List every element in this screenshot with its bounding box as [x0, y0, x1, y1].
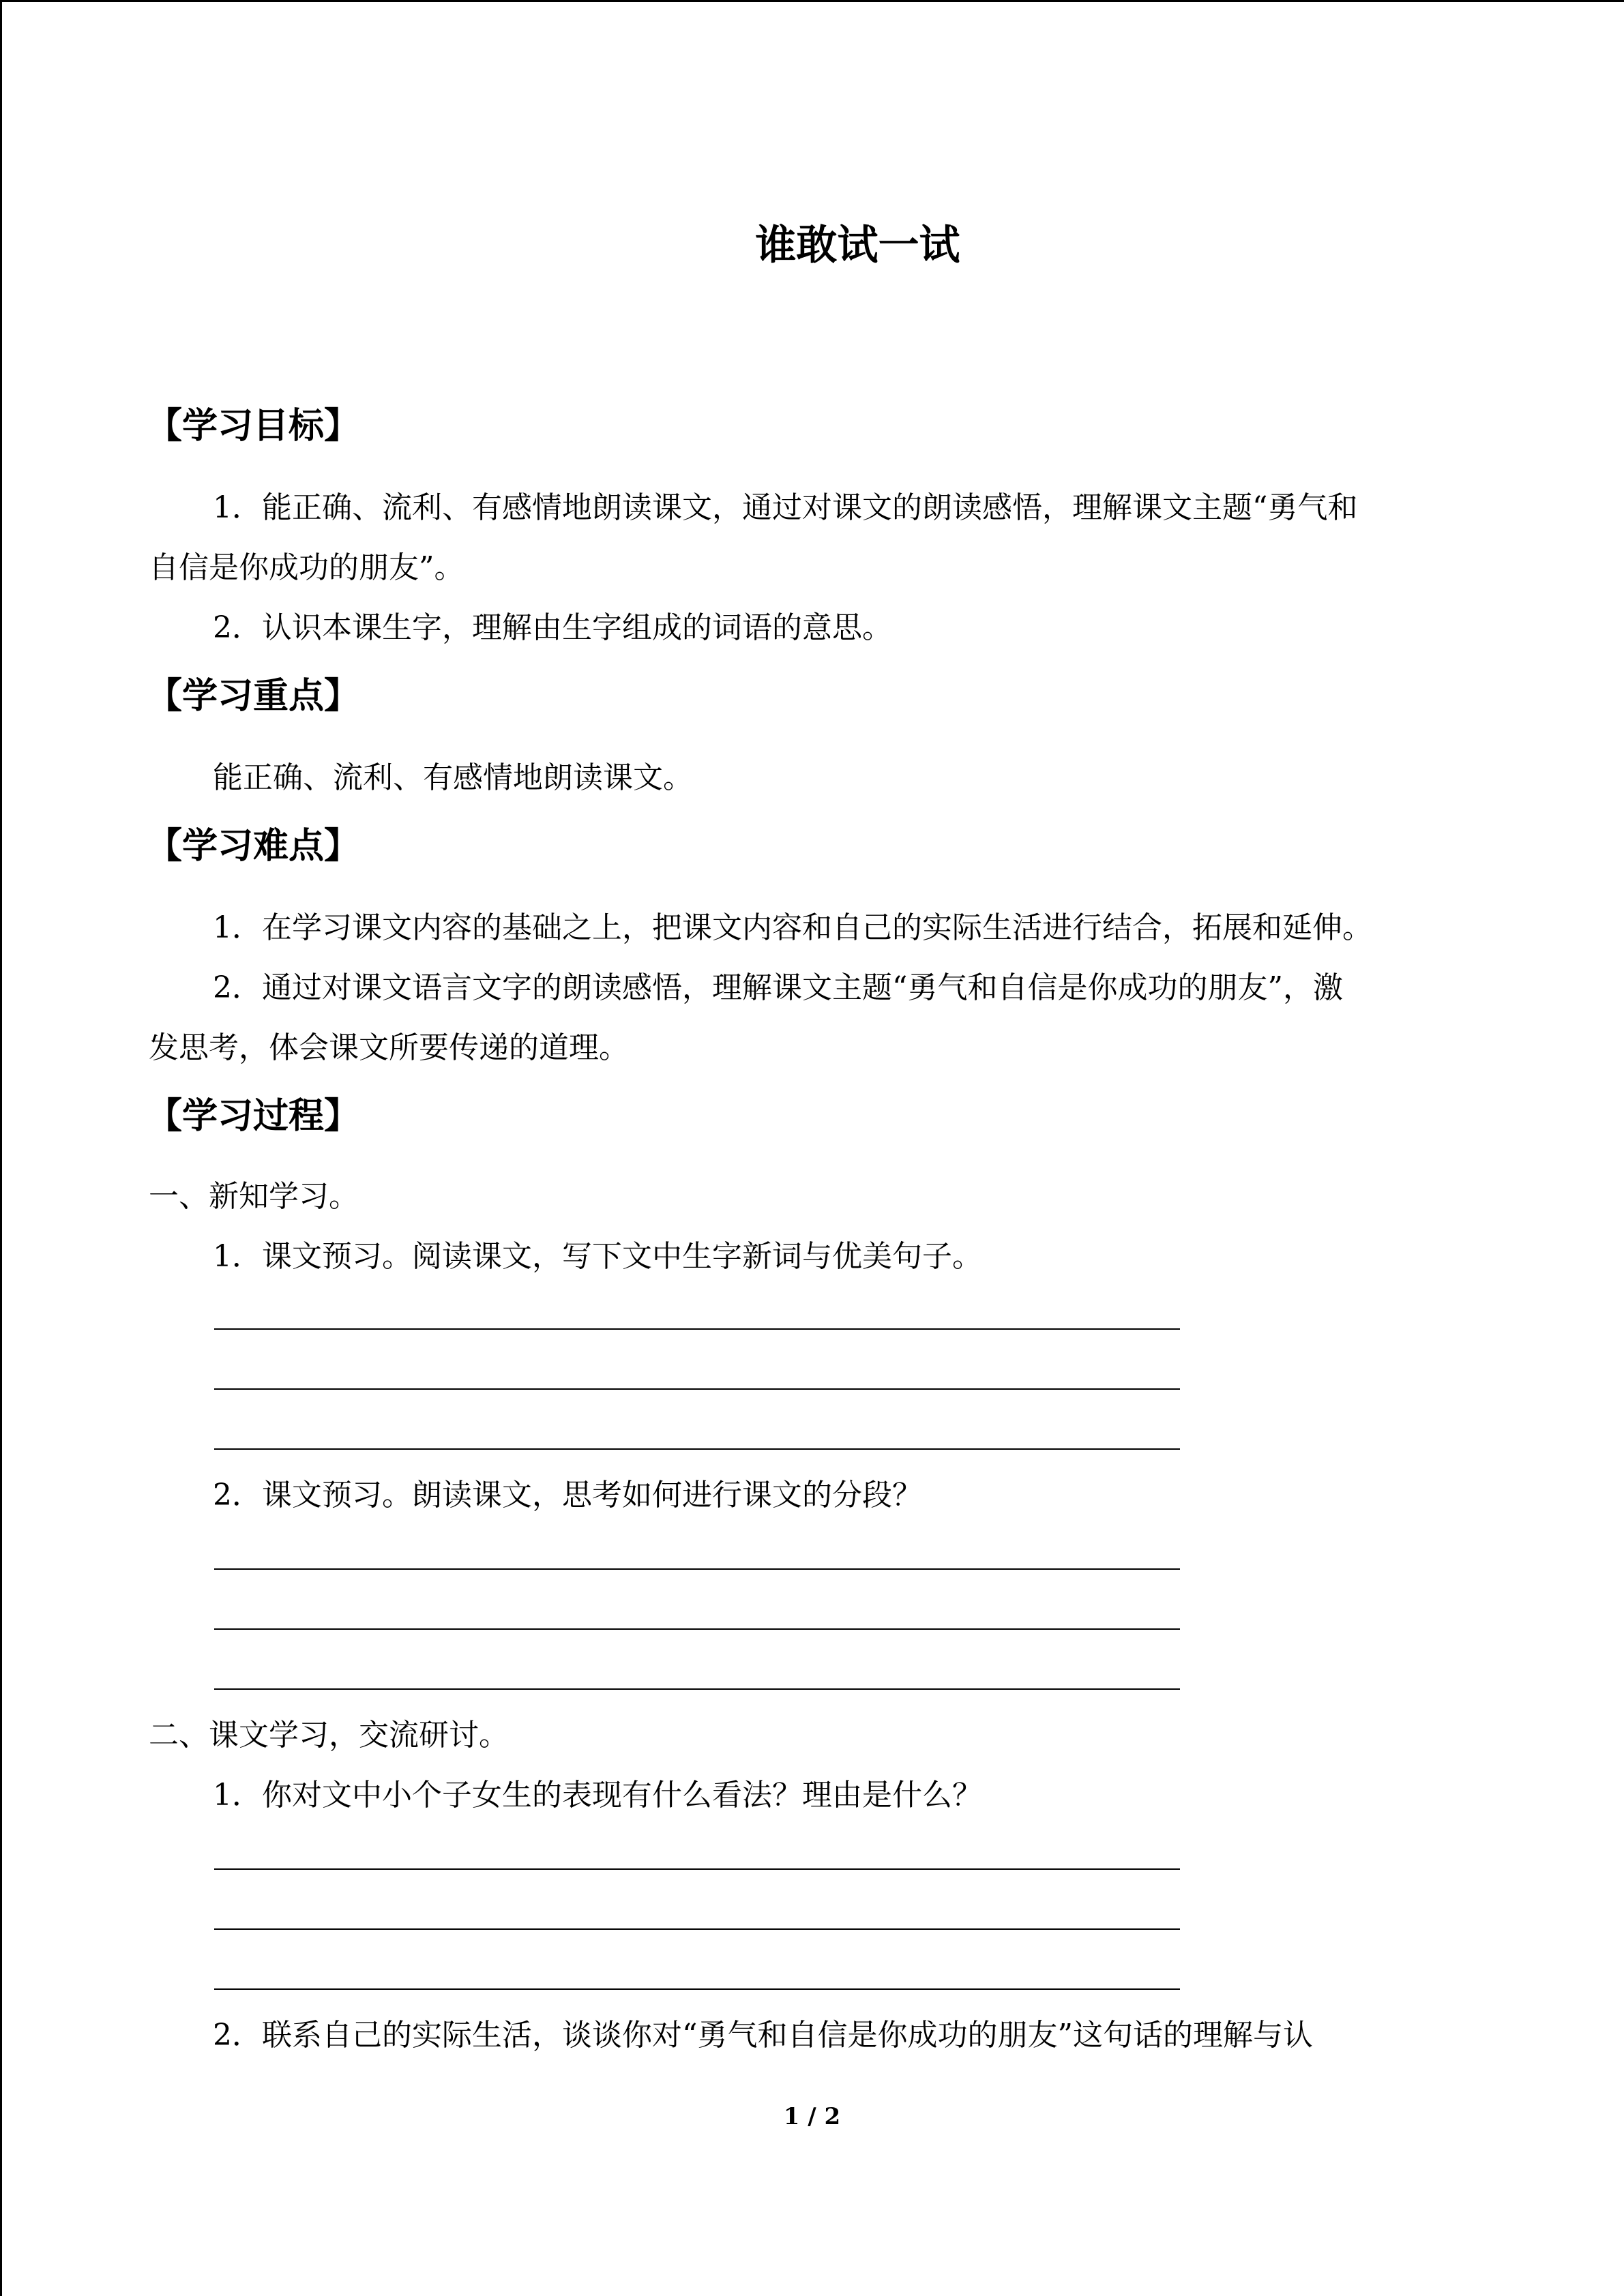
- difficulty-1: 1．在学习课文内容的基础之上，把课文内容和自己的实际生活进行结合，拓展和延伸。: [213, 910, 1372, 945]
- part-1-title: 一、新知学习。: [149, 1179, 359, 1214]
- page-number: 1 / 2: [783, 2103, 841, 2130]
- objective-2: 2．认识本课生字，理解由生字组成的词语的意思。: [213, 610, 892, 645]
- objective-1-line-1: 1．能正确、流利、有感情地朗读课文，通过对课文的朗读感悟，理解课文主题“勇气和: [213, 490, 1358, 525]
- page-border-top: [0, 0, 1624, 2]
- answer-line[interactable]: [214, 1928, 1180, 1930]
- answer-line[interactable]: [214, 1568, 1180, 1570]
- difficulty-2-line-2: 发思考，体会课文所要传递的道理。: [149, 1030, 629, 1065]
- answer-line[interactable]: [214, 1388, 1180, 1390]
- answer-line[interactable]: [214, 1328, 1180, 1330]
- page-title: 谁敢试一试: [755, 222, 960, 269]
- answer-line[interactable]: [214, 1688, 1180, 1690]
- difficulties-heading: 【学习难点】: [147, 826, 360, 867]
- part-2-question-2: 2．联系自己的实际生活，谈谈你对“勇气和自信是你成功的朋友”这句话的理解与认: [213, 2018, 1313, 2053]
- part-1-question-1: 1．课文预习。阅读课文，写下文中生字新词与优美句子。: [213, 1239, 982, 1274]
- answer-line[interactable]: [214, 1628, 1180, 1630]
- answer-line[interactable]: [214, 1868, 1180, 1870]
- difficulty-2-line-1: 2．通过对课文语言文字的朗读感悟，理解课文主题“勇气和自信是你成功的朋友”，激: [213, 970, 1343, 1005]
- answer-line[interactable]: [214, 1988, 1180, 1990]
- page-border-left: [0, 0, 2, 2296]
- answer-line[interactable]: [214, 1448, 1180, 1450]
- key-point-text: 能正确、流利、有感情地朗读课文。: [213, 760, 693, 795]
- process-heading: 【学习过程】: [147, 1096, 360, 1137]
- objective-1-line-2: 自信是你成功的朋友”。: [149, 550, 464, 585]
- part-1-question-2: 2．课文预习。朗读课文，思考如何进行课文的分段？: [213, 1478, 922, 1512]
- objectives-heading: 【学习目标】: [147, 406, 360, 447]
- key-points-heading: 【学习重点】: [147, 676, 360, 717]
- part-2-title: 二、课文学习，交流研讨。: [149, 1718, 509, 1753]
- part-2-question-1: 1．你对文中小个子女生的表现有什么看法？理由是什么？: [213, 1778, 982, 1813]
